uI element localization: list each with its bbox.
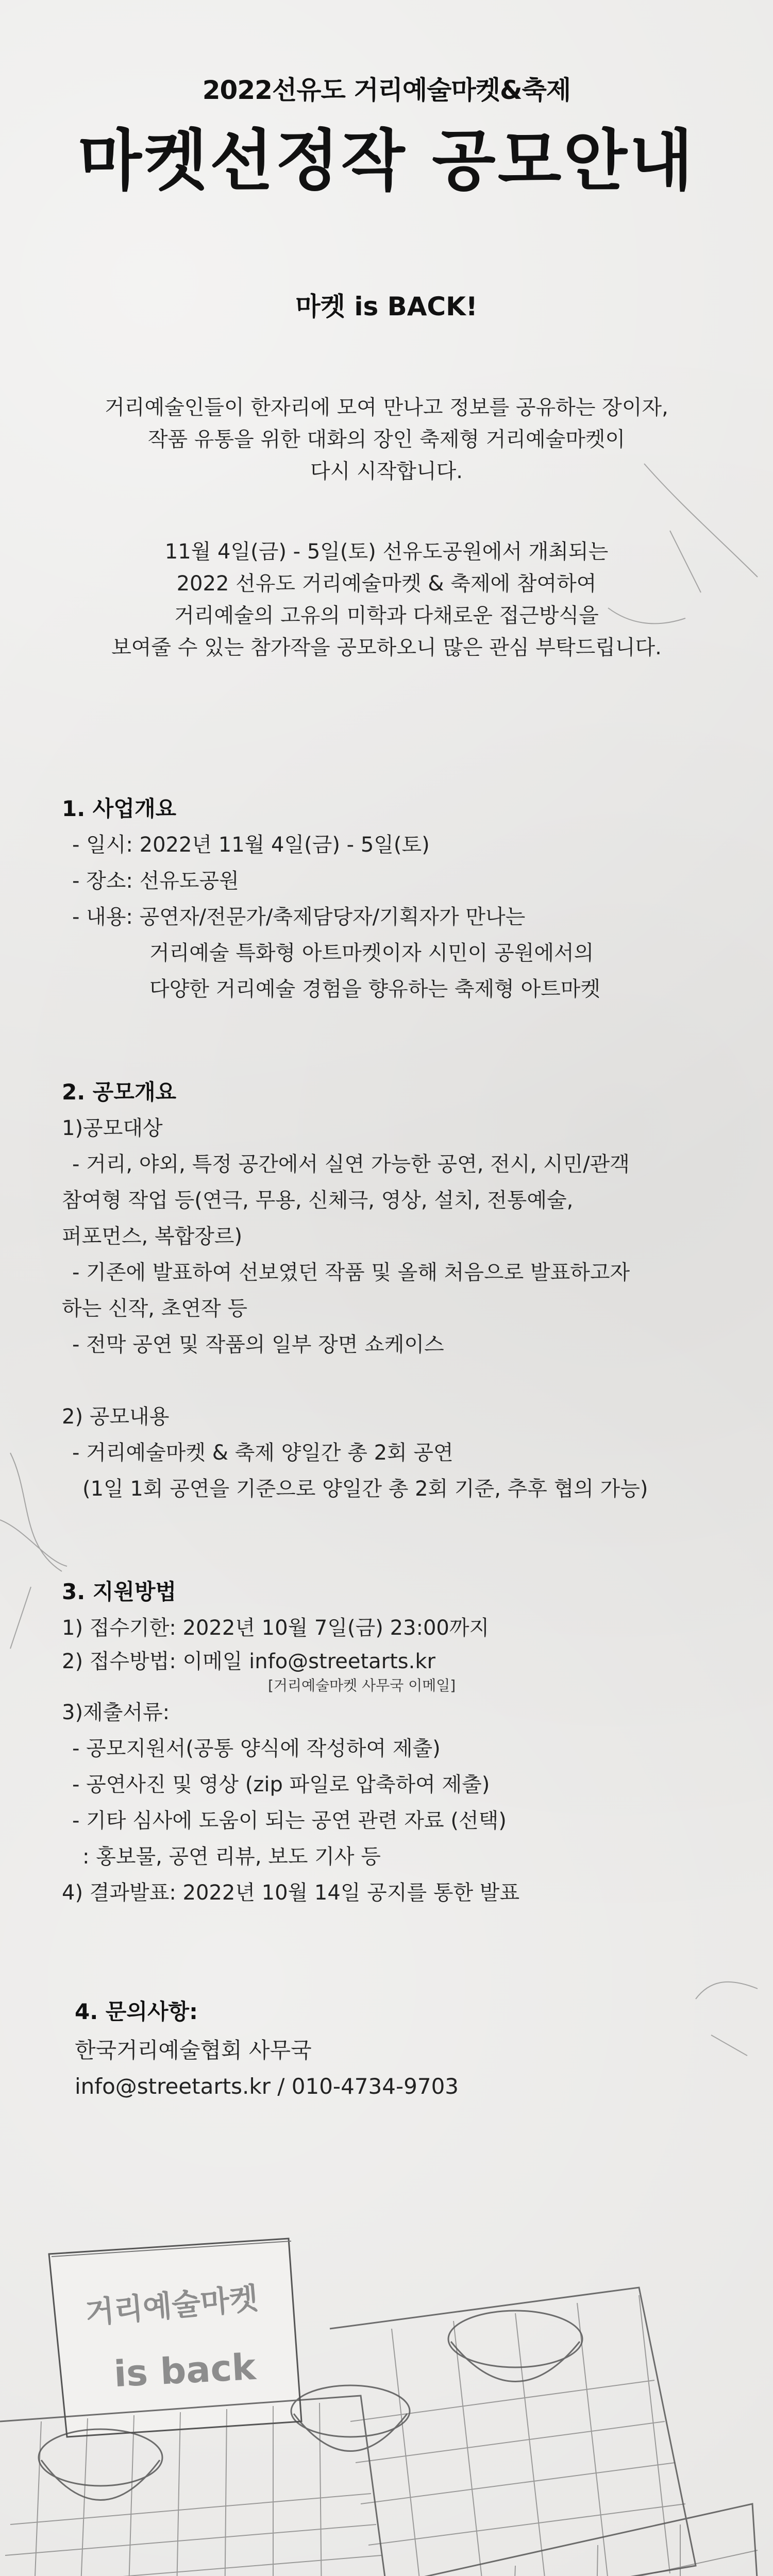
page-title: 마켓선정작 공모안내 — [78, 123, 695, 199]
content-line: (1일 1회 공연을 기준으로 양일간 총 2회 기준, 추후 협의 가능) — [82, 1477, 648, 1501]
apply-method: 2) 접수방법: 이메일 info@streetarts.kr — [62, 1650, 435, 1673]
intro-line: 작품 유통을 위한 대화의 장인 축제형 거리예술마켓이 — [147, 428, 626, 451]
intro-line: 다시 시작합니다. — [310, 460, 463, 483]
result-announcement: 4) 결과발표: 2022년 10월 14일 공지를 통한 발표 — [62, 1881, 520, 1905]
intro-line: 거리예술의 고유의 미학과 다채로운 접근방식을 — [174, 604, 599, 628]
target-line: - 전막 공연 및 작품의 일부 장면 쇼케이스 — [72, 1333, 444, 1357]
deadline: 1) 접수기한: 2022년 10월 7일(금) 23:00까지 — [62, 1616, 490, 1640]
tagline: 마켓 is BACK! — [295, 292, 478, 321]
contact-org: 한국거리예술협회 사무국 — [75, 2038, 312, 2063]
doc-item: - 공연사진 및 영상 (zip 파일로 압축하여 제출) — [72, 1773, 490, 1797]
email-note: [거리예술마켓 사무국 이메일] — [268, 1677, 456, 1694]
doc-item: : 홍보물, 공연 리뷰, 보도 기사 등 — [82, 1845, 381, 1869]
doc-item: - 공모지원서(공통 양식에 작성하여 제출) — [72, 1737, 441, 1760]
section-heading: 2. 공모개요 — [62, 1079, 177, 1105]
content-line: - 거리예술마켓 & 축제 양일간 총 2회 공연 — [72, 1441, 453, 1465]
overview-content: 거리예술 특화형 아트마켓이자 시민이 공원에서의 — [149, 941, 594, 965]
docs-title: 3)제출서류: — [62, 1701, 170, 1724]
overview-content: - 내용: 공연자/전문가/축제담당자/기획자가 만나는 — [72, 905, 526, 929]
target-line: 하는 신작, 초연작 등 — [62, 1297, 247, 1320]
intro-line: 2022 선유도 거리예술마켓 & 축제에 참여하여 — [176, 572, 597, 596]
sign-text-1: 거리예술마켓 — [83, 2280, 260, 2331]
target-line: 퍼포먼스, 복합장르) — [62, 1225, 243, 1248]
subsection-title: 1)공모대상 — [62, 1116, 163, 1140]
section-heading: 1. 사업개요 — [62, 796, 177, 821]
intro-line: 11월 4일(금) - 5일(토) 선유도공원에서 개최되는 — [164, 540, 609, 564]
section-heading: 4. 문의사항: — [75, 1999, 198, 2024]
intro-line: 보여줄 수 있는 참가작을 공모하오니 많은 관심 부탁드립니다. — [111, 636, 662, 659]
sign-board — [49, 2239, 301, 2437]
overview-content: 다양한 거리예술 경험을 향유하는 축제형 아트마켓 — [149, 977, 601, 1001]
target-line: - 기존에 발표하여 선보였던 작품 및 올해 처음으로 발표하고자 — [72, 1261, 630, 1284]
contact-details: info@streetarts.kr / 010-4734-9703 — [75, 2074, 459, 2099]
subsection-title: 2) 공모내용 — [62, 1405, 170, 1429]
sign-text-2: is back — [113, 2345, 257, 2396]
section-heading: 3. 지원방법 — [62, 1579, 177, 1604]
overview-place: - 장소: 선유도공원 — [72, 869, 239, 893]
target-line: 참여형 작업 등(연극, 무용, 신체극, 영상, 설치, 전통예술, — [62, 1189, 574, 1212]
event-subtitle: 2022선유도 거리예술마켓&축제 — [202, 75, 571, 105]
doc-item: - 기타 심사에 도움이 되는 공연 관련 자료 (선택) — [72, 1809, 507, 1833]
overview-date: - 일시: 2022년 11월 4일(금) - 5일(토) — [72, 833, 430, 857]
target-line: - 거리, 야외, 특정 공간에서 실연 가능한 공연, 전시, 시민/관객 — [72, 1153, 630, 1176]
intro-line: 거리예술인들이 한자리에 모여 만나고 정보를 공유하는 장이자, — [105, 396, 668, 419]
